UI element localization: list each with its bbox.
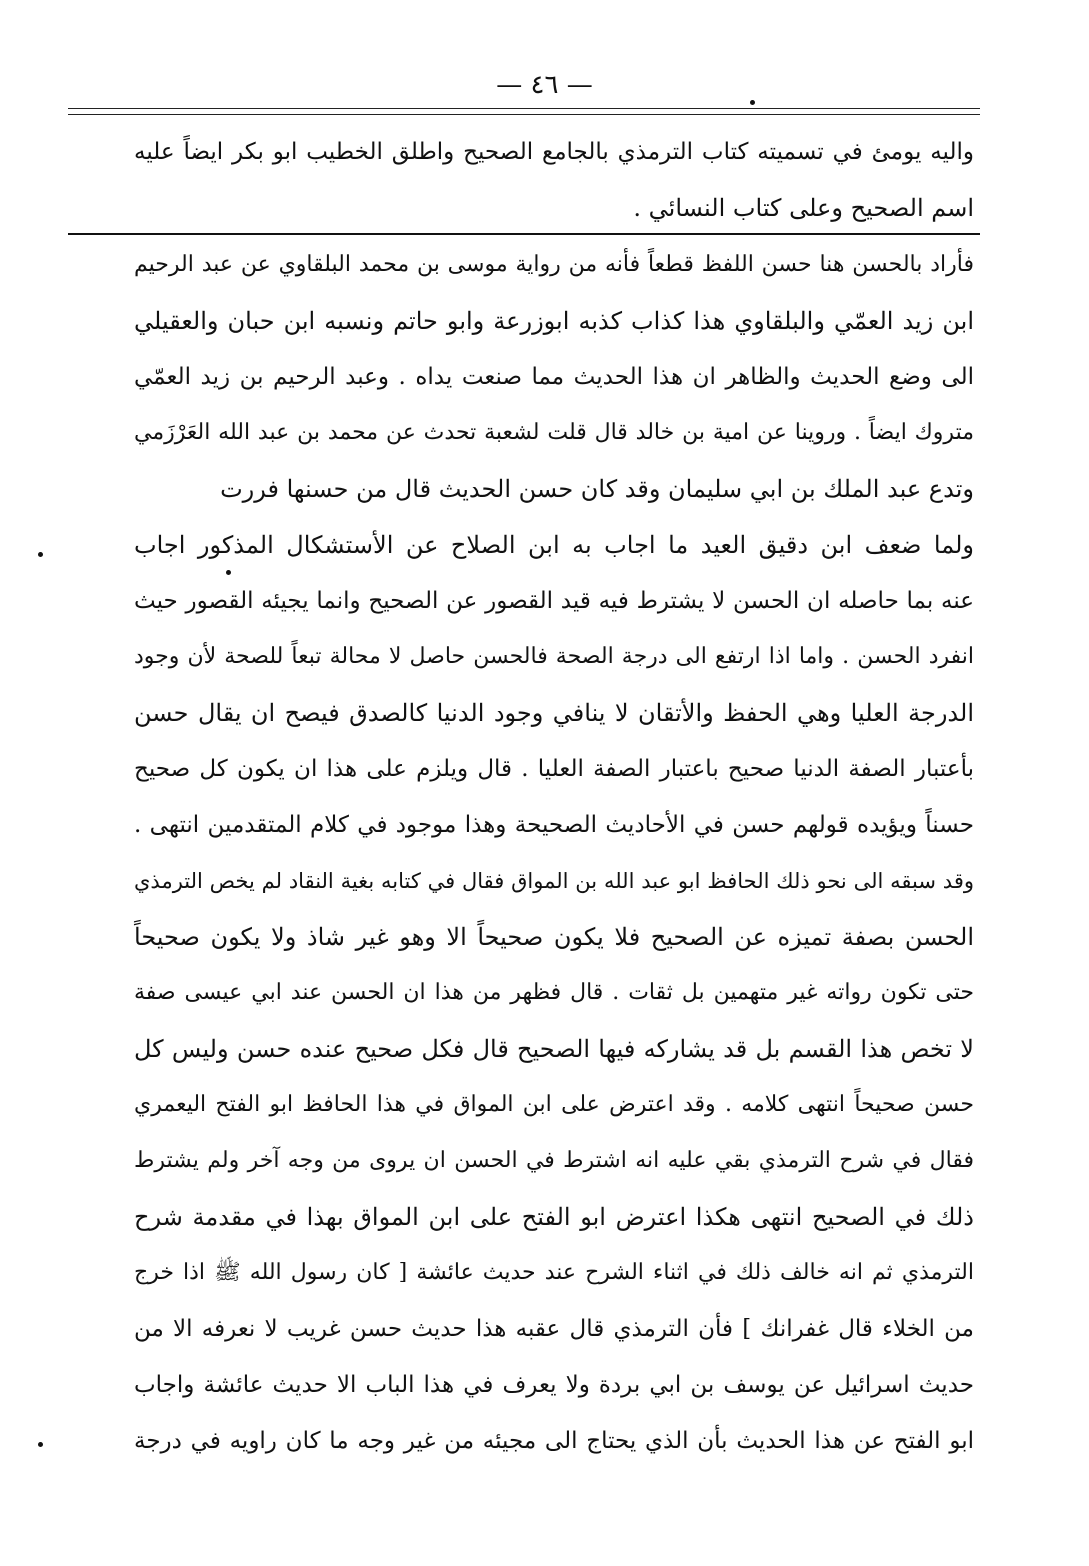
margin-dot <box>38 552 43 557</box>
ink-dot <box>226 570 231 575</box>
body-line: فأراد بالحسن هنا حسن اللفظ قطعاً فأنه من رواية موسى بن محمد البلقاوي عن عبد الرحيم <box>134 252 974 277</box>
body-line: لا تخص هذا القسم بل قد يشاركه فيها الصحيح قال فكل صحيح عنده حسن وليس كل <box>134 1035 974 1063</box>
footnote-divider <box>68 233 980 235</box>
body-line: انفرد الحسن . واما اذا ارتفع الى درجة الصحة فالحسن حاصل لا محالة تبعاً للصحة لأن وجود <box>134 644 974 669</box>
body-line: ذلك في الصحيح انتهى هكذا اعترض ابو الفتح على ابن المواق بهذا في مقدمة شرح <box>134 1203 974 1231</box>
body-line: حسناً ويؤيده قولهم حسن في الأحاديث الصحيحة وهذا موجود في كلام المتقدمين انتهى . <box>134 812 974 838</box>
body-line: ولما ضعف ابن دقيق العيد ما اجاب به ابن الصلاح عن الأستشكال المذكور اجاب <box>134 531 974 559</box>
body-line: حتى تكون رواته غير متهمين بل ثقات . قال فظهر من هذا ان الحسن عند ابي عيسى صفة <box>134 980 974 1005</box>
body-line: من الخلاء قال غفرانك ] فأن الترمذي قال عقبه هذا حديث حسن غريب لا نعرفه الا من <box>134 1316 974 1342</box>
footnote-line: واليه يومئ في تسميته كتاب الترمذي بالجامع الصحيح واطلق الخطيب ابو بكر ايضاً عليه <box>134 139 974 165</box>
margin-dot <box>38 1442 43 1447</box>
header-rule-bottom <box>68 114 980 115</box>
body-line: ابو الفتح عن هذا الحديث بأن الذي يحتاج الى مجيئه من غير وجه ما كان راويه في درجة <box>134 1428 974 1454</box>
body-line: الترمذي ثم انه خالف ذلك في اثناء الشرح عند حديث عائشة [ كان رسول الله ﷺ اذا خرج <box>134 1260 974 1285</box>
body-line: الحسن بصفة تميزه عن الصحيح فلا يكون صحيحاً الا وهو غير شاذ ولا يكون صحيحاً <box>134 923 974 951</box>
body-line: الدرجة العليا وهي الحفظ والأتقان لا ينافي وجود الدنيا كالصدق فيصح ان يقال حسن <box>134 699 974 727</box>
body-line: حسن صحيحاً انتهى كلامه . وقد اعترض على ابن المواق في هذا الحافظ ابو الفتح اليعمري <box>134 1092 974 1117</box>
footnote-line: اسم الصحيح وعلى كتاب النسائي . <box>633 194 974 222</box>
body-line: بأعتبار الصفة الدنيا صحيح باعتبار الصفة العليا . قال ويلزم على هذا ان يكون كل صحيح <box>134 756 974 782</box>
body-line: ابن زيد العمّي والبلقاوي هذا كذاب كذبه ابوزرعة وابو حاتم ونسبه ابن حبان والعقيلي <box>134 307 974 335</box>
body-line: وقد سبقه الى نحو ذلك الحافظ ابو عبد الله بن المواق فقال في كتابه بغية النقاد لم يخص الترمذي <box>134 869 974 893</box>
body-line: وتدع عبد الملك بن ابي سليمان وقد كان حسن الحديث قال من حسنها فررت <box>220 475 974 503</box>
page-number: — ٤٦ — <box>496 70 593 100</box>
body-line: متروك ايضاً . وروينا عن امية بن خالد قال قلت لشعبة تحدث عن محمد بن عبد الله العَرْزَمي <box>134 420 974 445</box>
ink-dot <box>750 100 755 105</box>
body-line: عنه بما حاصله ان الحسن لا يشترط فيه قيد القصور عن الصحيح وانما يجيئه القصور حيث <box>134 588 974 614</box>
header-rule-top <box>68 108 980 109</box>
body-line: الى وضع الحديث والظاهر ان هذا الحديث مما صنعت يداه . وعبد الرحيم بن زيد العمّي <box>134 364 974 390</box>
body-line: فقال في شرح الترمذي بقي عليه انه اشترط في الحسن ان يروى من وجه آخر ولم يشترط <box>134 1148 974 1173</box>
body-line: حديث اسرائيل عن يوسف بن ابي بردة ولا يعرف في هذا الباب الا حديث عائشة واجاب <box>134 1372 974 1398</box>
